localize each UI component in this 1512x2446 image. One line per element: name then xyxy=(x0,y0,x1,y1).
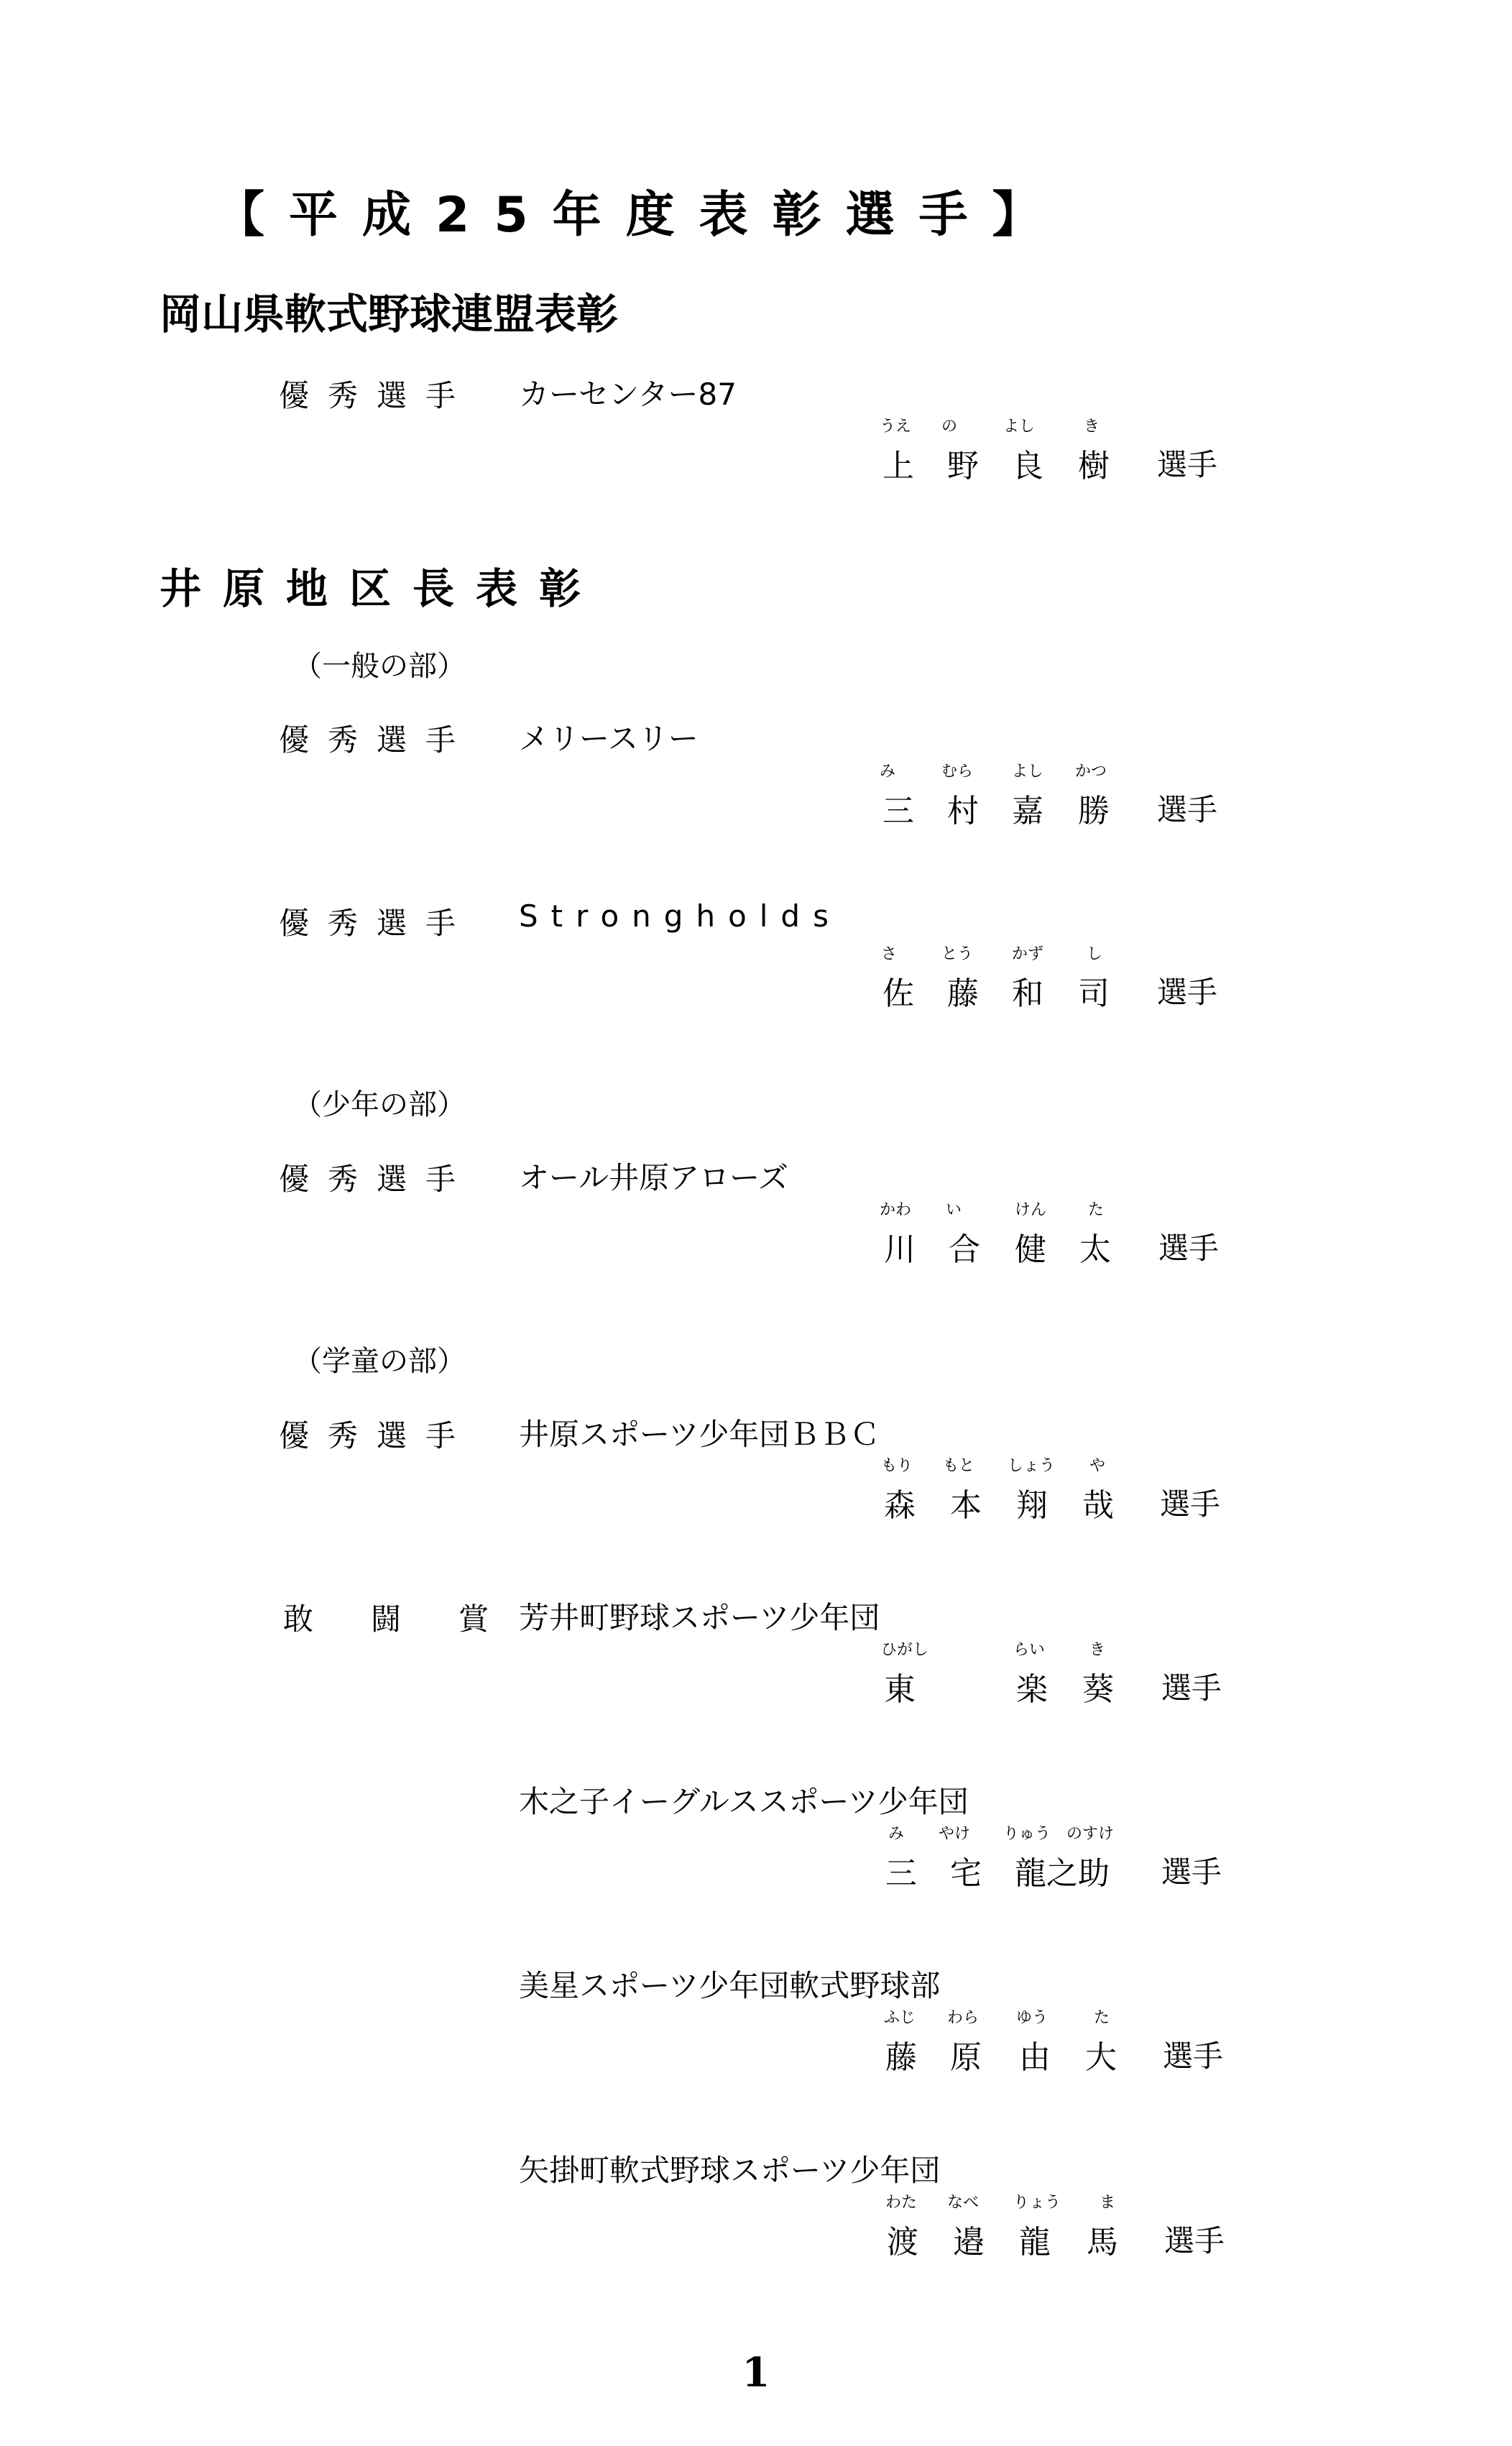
ruby-3: ゆう xyxy=(1016,2009,1048,2027)
player-name-4: 哉 xyxy=(1082,1487,1114,1524)
ruby-1: み xyxy=(888,1825,905,1843)
player-suffix: 選手 xyxy=(1157,447,1218,482)
ruby-1: ふじ xyxy=(884,2009,916,2027)
team-name: 美星スポーツ少年団軟式野球部 xyxy=(519,1968,941,2003)
team-name: カーセンター87 xyxy=(519,377,737,412)
division-label-general: （一般の部） xyxy=(293,650,466,683)
team-name: 芳井町野球スポーツ少年団 xyxy=(519,1600,880,1635)
player-name-2: 宅 xyxy=(950,1855,982,1892)
page-number: 1 xyxy=(742,2349,770,2396)
award-category: 優秀選手 xyxy=(279,1162,475,1197)
player-name-2: 藤 xyxy=(947,975,979,1012)
ruby-4: た xyxy=(1094,2009,1110,2027)
ruby-3: かず xyxy=(1012,945,1044,963)
player-name-1: 佐 xyxy=(882,975,914,1012)
player-name-1: 藤 xyxy=(885,2039,917,2076)
ruby-1: さ xyxy=(881,945,898,963)
ruby-4: き xyxy=(1089,1641,1106,1659)
player-name-1: 東 xyxy=(884,1671,916,1708)
player-suffix: 選手 xyxy=(1161,1670,1222,1706)
player-name-4: 大 xyxy=(1085,2039,1117,2076)
player-name-4: 司 xyxy=(1078,975,1110,1012)
ruby-4: ま xyxy=(1100,2194,1116,2212)
team-name: メリースリー xyxy=(519,721,699,756)
team-name: 矢掛町軟式野球スポーツ少年団 xyxy=(519,2153,941,2188)
team-name: オール井原アローズ xyxy=(519,1160,789,1195)
ruby-3: よし xyxy=(1003,418,1036,436)
ruby-1: もり xyxy=(881,1457,913,1475)
team-name: 木之子イーグルススポーツ少年団 xyxy=(519,1784,969,1819)
ruby-3: りょう xyxy=(1013,2194,1061,2212)
award-category: 優秀選手 xyxy=(279,378,475,413)
division-label-youth: （少年の部） xyxy=(293,1088,466,1121)
player-name-2: 邉 xyxy=(953,2224,985,2261)
ruby-1: かわ xyxy=(880,1201,912,1219)
ruby-2: わら xyxy=(947,2009,979,2027)
award-category: 優秀選手 xyxy=(279,722,475,758)
award-category: 敢闘賞 xyxy=(283,1601,547,1637)
player-name-3: 楽 xyxy=(1016,1671,1048,1708)
player-name-3: 龍之助 xyxy=(1015,1855,1110,1892)
division-label-children: （学童の部） xyxy=(293,1345,466,1378)
player-suffix: 選手 xyxy=(1164,2223,1225,2258)
ruby-2: もと xyxy=(943,1457,975,1475)
player-name-3: 和 xyxy=(1012,975,1043,1012)
player-name-3: 嘉 xyxy=(1012,793,1043,829)
player-suffix: 選手 xyxy=(1157,792,1218,827)
ruby-3: りゅう xyxy=(1003,1825,1051,1843)
ruby-1: うえ xyxy=(880,418,912,436)
player-suffix: 選手 xyxy=(1161,1854,1222,1890)
player-name-1: 三 xyxy=(885,1855,917,1892)
ruby-2: むら xyxy=(941,763,974,781)
player-name-4: 樹 xyxy=(1078,448,1110,484)
ruby-1: み xyxy=(880,763,896,781)
ruby-4: や xyxy=(1089,1457,1106,1475)
ruby-3: けん xyxy=(1015,1201,1047,1219)
ruby-4: かつ xyxy=(1075,763,1107,781)
ruby-3: しょう xyxy=(1008,1457,1056,1475)
player-name-3: 翔 xyxy=(1016,1487,1048,1524)
ruby-4: し xyxy=(1087,945,1103,963)
award-category: 優秀選手 xyxy=(279,906,475,941)
player-name-4: 勝 xyxy=(1078,793,1110,829)
player-suffix: 選手 xyxy=(1158,1231,1220,1266)
ruby-3: よし xyxy=(1012,763,1044,781)
player-name-1: 上 xyxy=(882,448,914,484)
ruby-2: やけ xyxy=(939,1825,971,1843)
player-name-3: 由 xyxy=(1019,2039,1051,2076)
player-name-3: 健 xyxy=(1015,1231,1046,1268)
page-title: 【平成25年度表彰選手】 xyxy=(216,187,1066,244)
player-name-1: 三 xyxy=(882,793,914,829)
section-heading-district: 井原地区長表彰 xyxy=(160,564,603,613)
player-name-4: 葵 xyxy=(1082,1671,1114,1708)
player-name-3: 龍 xyxy=(1019,2224,1051,2261)
player-name-4: 太 xyxy=(1079,1231,1111,1268)
player-name-1: 渡 xyxy=(887,2224,918,2261)
ruby-2: の xyxy=(941,418,958,436)
ruby-2: なべ xyxy=(947,2194,979,2212)
player-suffix: 選手 xyxy=(1160,1486,1221,1522)
player-name-1: 森 xyxy=(884,1487,916,1524)
ruby-1: わた xyxy=(885,2194,918,2212)
ruby-2: い xyxy=(946,1201,962,1219)
ruby-4: き xyxy=(1084,418,1100,436)
player-name-2: 合 xyxy=(949,1231,980,1268)
team-name: 井原スポーツ少年団ＢＢＣ xyxy=(519,1417,880,1452)
ruby-2: とう xyxy=(941,945,974,963)
player-name-2: 原 xyxy=(950,2039,982,2076)
section-heading-prefecture: 岡山県軟式野球連盟表彰 xyxy=(160,290,619,339)
player-name-2: 野 xyxy=(947,448,979,484)
player-name-1: 川 xyxy=(884,1231,916,1268)
ruby-4: た xyxy=(1088,1201,1105,1219)
award-category: 優秀選手 xyxy=(279,1418,475,1453)
team-name: Strongholds xyxy=(519,898,842,934)
ruby-3: らい xyxy=(1013,1641,1046,1659)
player-name-4: 馬 xyxy=(1087,2224,1118,2261)
player-name-3: 良 xyxy=(1012,448,1043,484)
ruby-1: ひがし xyxy=(881,1641,929,1659)
player-name-2: 村 xyxy=(947,793,979,829)
player-suffix: 選手 xyxy=(1157,975,1218,1010)
player-name-2: 本 xyxy=(950,1487,982,1524)
player-suffix: 選手 xyxy=(1163,2038,1224,2074)
ruby-4: のすけ xyxy=(1066,1825,1115,1843)
